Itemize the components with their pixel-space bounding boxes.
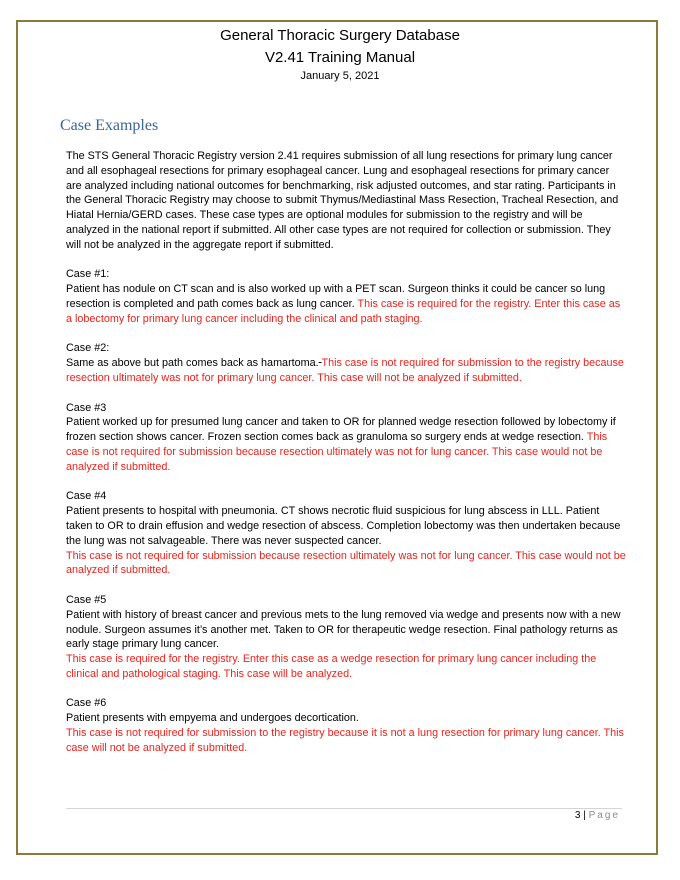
case-5 bbox=[66, 593, 626, 682]
page-label: Page bbox=[588, 810, 620, 821]
case-label: Case #3 bbox=[66, 401, 107, 414]
document-title: General Thoracic Surgery Database bbox=[220, 27, 460, 44]
document-body bbox=[66, 149, 626, 770]
case-note: This case is not required for submission to the registry because it is not a lung resection for primary lung cancer. This case will not be analyzed if submitted. bbox=[66, 727, 624, 754]
case-4 bbox=[66, 489, 626, 578]
footer-divider bbox=[66, 808, 622, 809]
intro-paragraph: The STS General Thoracic Registry version 2.41 requires submission of all lung resections for primary lung cancer and all esophageal resections for primary esophageal cancer. Lung and esophageal resections for primary cancer are analyzed including national outcomes for benchmarking, risk adjusted outcomes, and star rating. Participants in the General Thoracic Registry may choose to submit Thymus/Mediastinal Mass Resection, Tracheal Resection, and Hiatal Hernia/GERD cases. These case types are optional modules for submission to the registry and will be analyzed in the national report if submitted. All other case types are not required for collection or submission. They will not be analyzed in the aggregate report if submitted. bbox=[66, 150, 619, 251]
case-body bbox=[66, 356, 626, 386]
case-1 bbox=[66, 267, 626, 326]
document-date: January 5, 2021 bbox=[300, 70, 380, 82]
case-label: Case #4 bbox=[66, 490, 107, 503]
case-label: Case #6 bbox=[66, 697, 107, 710]
case-note: This case is required for the registry. Enter this case as a lobectomy for primary lung cancer including the clinical and path staging. bbox=[66, 297, 621, 325]
document-subtitle: V2.41 Training Manual bbox=[264, 49, 416, 66]
case-description: Patient presents with empyema and undergoes decortication. bbox=[66, 712, 359, 725]
case-label: Case #1: bbox=[66, 268, 110, 281]
case-note: This case is not required for submission because resection ultimately was not for lung cancer. This case would not be analyzed if submitted. bbox=[66, 549, 626, 577]
page-number: 3 bbox=[574, 810, 581, 821]
case-label: Case #5 bbox=[66, 593, 107, 606]
case-description: Patient has nodule on CT scan and is also worked up with a PET scan. Surgeon thinks it could be cancer so lung resection is completed and path comes back as lung cancer. bbox=[66, 283, 606, 310]
case-note: This case is not required for submission to the registry because resection ultimately was not for primary lung cancer. This case will not be analyzed if submitted. bbox=[66, 357, 624, 384]
case-description: Patient with history of breast cancer and previous mets to the lung removed via wedge and presents now with a new nodule. Surgeon assumes it’s another met. Taken to OR for therapeutic wedge resection. Final pathology returns as early stage primary lung cancer. bbox=[66, 608, 621, 651]
case-note: This case is required for the registry. Enter this case as a wedge resection for primary lung cancer including the clinical and pathological staging. This case will be analyzed. bbox=[66, 653, 597, 680]
page-separator: | bbox=[580, 810, 589, 821]
case-label: Case #2: bbox=[66, 342, 110, 355]
case-body bbox=[66, 415, 626, 474]
case-description: Same as above but path comes back as hamartoma. bbox=[66, 357, 319, 370]
case-description: Patient presents to hospital with pneumonia. CT shows necrotic fluid suspicious for lung abscess in LLL. Patient taken to OR to drain effusion and wedge resection of abscess. Completion lobectomy was then undertaken because the lung was not salvageable. There was never suspected cancer. bbox=[66, 505, 621, 547]
case-2 bbox=[66, 341, 626, 385]
case-3 bbox=[66, 401, 626, 475]
section-heading: Case Examples bbox=[60, 117, 159, 134]
case-description: Patient worked up for presumed lung cancer and taken to OR for planned wedge resection followed by lobectomy if frozen section shows cancer. Frozen section comes back as granuloma so surgery ends at wedge resection. bbox=[66, 416, 616, 444]
page-footer bbox=[575, 810, 620, 821]
case-note: This case is not required for submission because resection ultimately was not for lung cancer. This case would not be analyzed if submitted. bbox=[66, 431, 608, 473]
case-body bbox=[66, 282, 626, 326]
case-6 bbox=[66, 696, 626, 755]
